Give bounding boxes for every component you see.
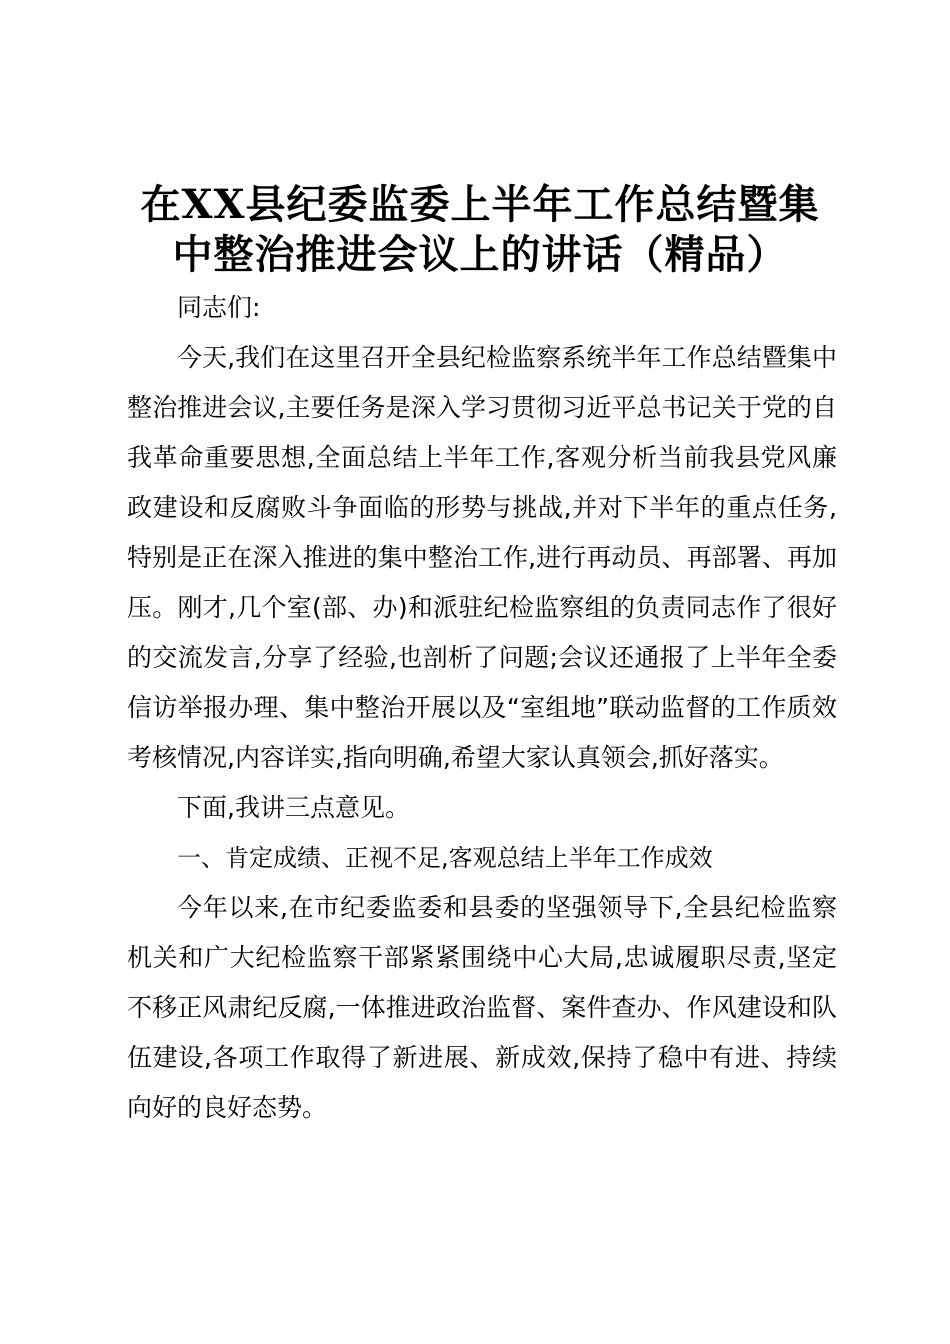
outline-paragraph: 下面,我讲三点意见。 — [177, 793, 410, 822]
salutation: 同志们: — [177, 293, 261, 322]
title-line-2: 中整治推进会议上的讲话（精品） — [172, 231, 788, 278]
section-paragraph: 今年以来,在市纪委监委和县委的坚强领导下,全县纪检监察机关和广大纪检监察干部紧紧围绕中心大局,忠诚履职尽责,坚定不移正风肃纪反腐,一体推进政治监督、案件查办、作风建设和队伍建设,各项工作取得了新进展、新成效,保持了稳中有进、持续向好的良好态势。 — [127, 893, 837, 1122]
title-line-1: 在XX县纪委监委上半年工作总结暨集 — [140, 181, 820, 228]
section-heading: 一、肯定成绩、正视不足,客观总结上半年工作成效 — [177, 844, 713, 872]
opening-paragraph: 今天,我们在这里召开全县纪检监察系统半年工作总结暨集中整治推进会议,主要任务是深入学习贯彻习近平总书记关于党的自我革命重要思想,全面总结上半年工作,客观分析当前我县党风廉政建设和反腐败斗争面临的形势与挑战,并对下半年的重点任务,特别是正在深入推进的集中整治工作,进行再动员、再部署、再加压。刚才,几个室(部、办)和派驻纪检监察组的负责同志作了很好的交流发言,分享了经验,也剖析了问题;会议还通报了上半年全委信访举报办理、集中整治开展以及“室组地”联动监督的工作质效考核情况,内容详实,指向明确,希望大家认真领会,抓好落实。 — [127, 343, 837, 772]
document-body — [127, 283, 837, 1133]
document-title — [120, 180, 840, 280]
